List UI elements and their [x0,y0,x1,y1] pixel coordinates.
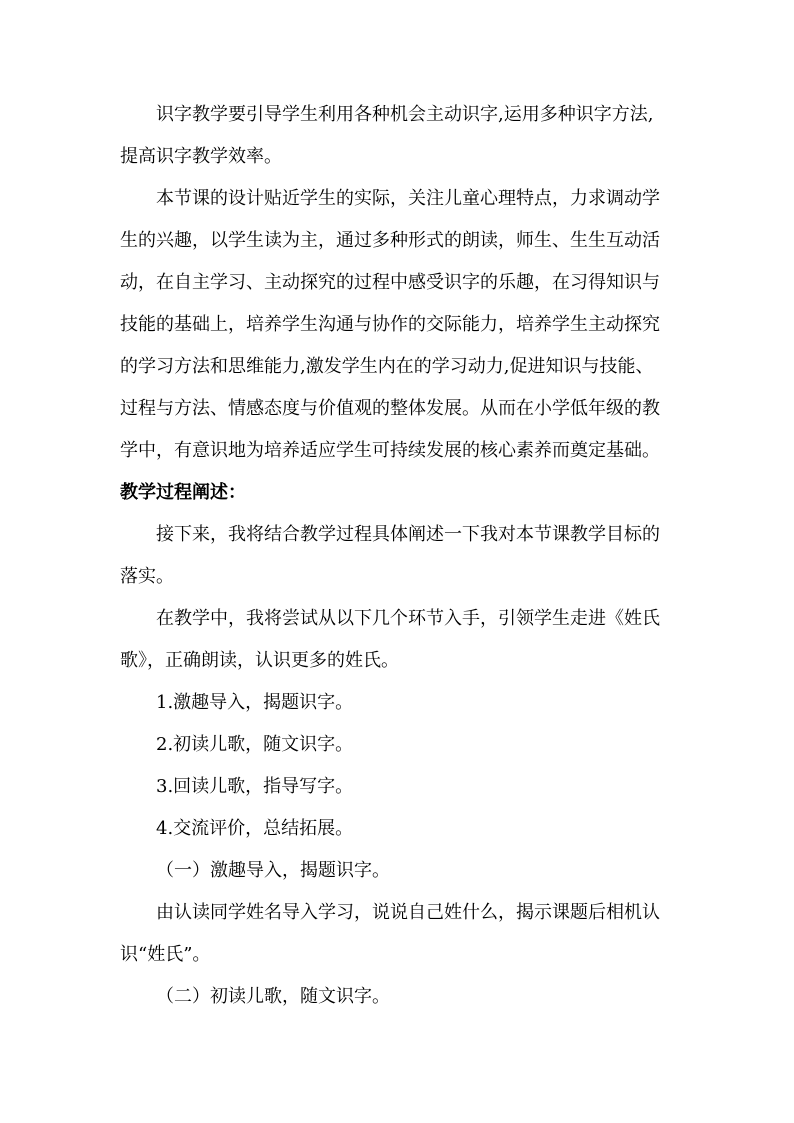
section-heading: 教学过程阐述： [120,482,246,503]
paragraph-4-line-2: 歌》，正确朗读，认识更多的姓氏。 [120,650,399,671]
paragraph-2-line-2: 生的兴趣，以学生读为主，通过多种形式的朗读，师生、生生互动活 [120,230,660,251]
paragraph-2-line-3: 动，在自主学习、主动探究的过程中感受识字的乐趣，在习得知识与 [120,272,660,293]
paragraph-4-line-1: 在教学中，我将尝试从以下几个环节入手，引领学生走进《姓氏 [156,608,660,629]
subsection-2-title: （二）初读儿歌，随文识字。 [156,986,390,1007]
paragraph-3-line-2: 落实。 [120,566,174,587]
paragraph-2-line-1: 本节课的设计贴近学生的实际，关注儿童心理特点，力求调动学 [156,188,660,209]
list-item: 1.激趣导入，揭题识字。 [156,692,354,713]
paragraph-2-line-7: 学中，有意识地为培养适应学生可持续发展的核心素养而奠定基础。 [120,440,660,461]
paragraph-2-line-5: 的学习方法和思维能力,激发学生内在的学习动力,促进知识与技能、 [120,356,654,377]
list-item: 4.交流评价，总结拓展。 [156,818,354,839]
paragraph-5-line-2: 识“姓氏”。 [120,944,211,965]
paragraph-3-line-1: 接下来，我将结合教学过程具体阐述一下我对本节课教学目标的 [156,524,660,545]
list-item: 2.初读儿歌，随文识字。 [156,734,354,755]
paragraph-5-line-1: 由认读同学姓名导入学习，说说自己姓什么，揭示课题后相机认 [156,902,660,923]
paragraph-1-line-2: 提高识字教学效率。 [120,146,282,167]
paragraph-2-line-6: 过程与方法、情感态度与价值观的整体发展。从而在小学低年级的教 [120,398,660,419]
paragraph-2-line-4: 技能的基础上，培养学生沟通与协作的交际能力，培养学生主动探究 [120,314,660,335]
subsection-1-title: （一）激趣导入，揭题识字。 [156,860,390,881]
list-item: 3.回读儿歌，指导写字。 [156,776,354,797]
paragraph-1-line-1: 识字教学要引导学生利用各种机会主动识字,运用多种识字方法, [156,104,654,125]
